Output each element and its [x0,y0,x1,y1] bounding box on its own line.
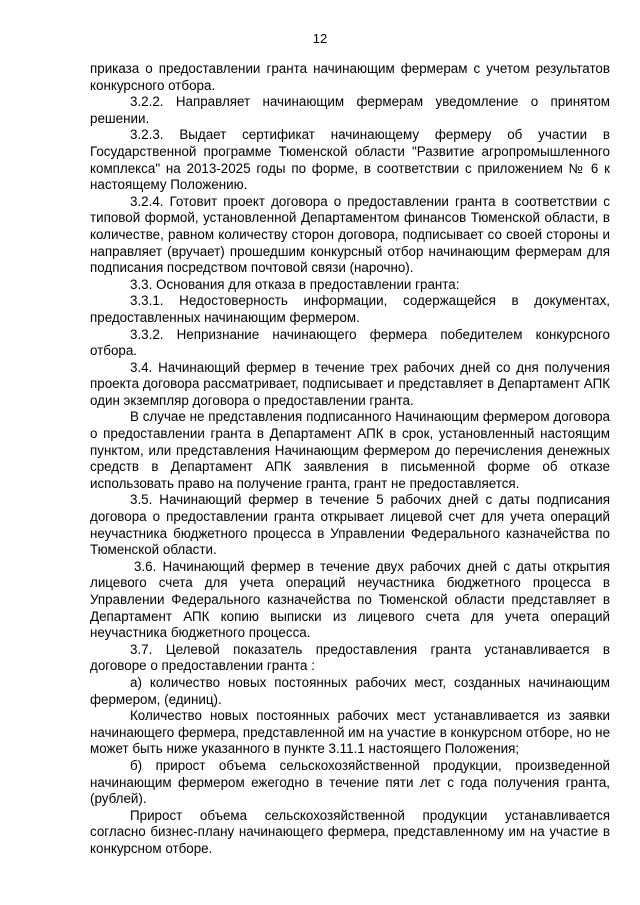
document-body [90,61,610,858]
paragraph-3-7-b: б) прирост объема сельскохозяйственной продукции, произведенной начинающим фермером ежегодно в течение пяти лет с года получения гранта, (рублей). [90,757,610,807]
paragraph-3-7-a: а) количество новых постоянных рабочих мест, созданных начинающим фермером, (единиц). [90,674,610,707]
paragraph-3-3-2: 3.3.2. Непризнание начинающего фермера победителем конкурсного отбора. [90,326,610,359]
paragraph-3-2-4: 3.2.4. Готовит проект договора о предоставлении гранта в соответствии с типовой формой, установленной Департаментом финансов Тюменской области, в количестве, равном количеству сторон договора, подписывает со своей стороны и направляет (вручает) прошедшим конкурсный отбор начинающим фермерам для подписания посредством почтовой связи (нарочно). [90,193,610,276]
paragraph-3-5: 3.5. Начинающий фермер в течение 5 рабочих дней с даты подписания договора о предоставлении гранта открывает лицевой счет для учета операций неучастника бюджетного процесса в Управлении Федерального казначейства по Тюменской области. [90,492,610,558]
paragraph-3-2-1-continuation: приказа о предоставлении гранта начинающим фермерам с учетом результатов конкурсного отбора. [90,61,610,93]
paragraph-3-4: 3.4. Начинающий фермер в течение трех рабочих дней со дня получения проекта договора рассматривает, подписывает и представляет в Департамент АПК один экземпляр договора о предоставлении гранта. [90,359,610,408]
paragraph-3-2-3: 3.2.3. Выдает сертификат начинающему фермеру об участии в Государственной программе Тюменской области "Развитие агропромышленного комплекса" на 2013-2025 годы по форме, в соответствии с приложением № 6 к настоящему Положению. [90,127,610,193]
paragraph-3-7-a-note: Количество новых постоянных рабочих мест устанавливается из заявки начинающего фермера, представленной им на участие в конкурсном отборе, но не может быть ниже указанного в пункте 3.11.1 настоящего Положения; [90,708,611,757]
paragraph-3-7: 3.7. Целевой показатель предоставления гранта устанавливается в договоре о предоставлении гранта : [90,641,610,674]
paragraph-3-4-refusal: В случае не представления подписанного Начинающим фермером договора о предоставлении гранта в Департамент АПК в срок, установленный настоящим пунктом, или представления Начинающим фермером до перечисления денежных средств в Департамент АПК заявления в письменной форме об отказе использовать право на получение гранта, грант не предоставляется. [90,409,610,491]
paragraph-3-3-1: 3.3.1. Недостоверность информации, содержащейся в документах, предоставленных начинающим фермером. [90,293,610,325]
paragraph-3-3: 3.3. Основания для отказа в предоставлении гранта: [130,276,460,292]
paragraph-3-6: 3.6. Начинающий фермер в течение двух рабочих дней с даты открытия лицевого счета для учета операций неучастника бюджетного процесса в Управлении Федерального казначейства по Тюменской области представляет в Департамент АПК копию выписки из лицевого счета для учета операций неучастника бюджетного процесса. [90,558,610,641]
page-number: 12 [312,31,328,46]
paragraph-3-2-2: 3.2.2. Направляет начинающим фермерам уведомление о принятом решении. [90,94,610,126]
paragraph-3-7-b-note: Прирост объема сельскохозяйственной продукции устанавливается согласно бизнес-плану начинающего фермера, представленному им на участие в конкурсном отборе. [90,807,610,856]
